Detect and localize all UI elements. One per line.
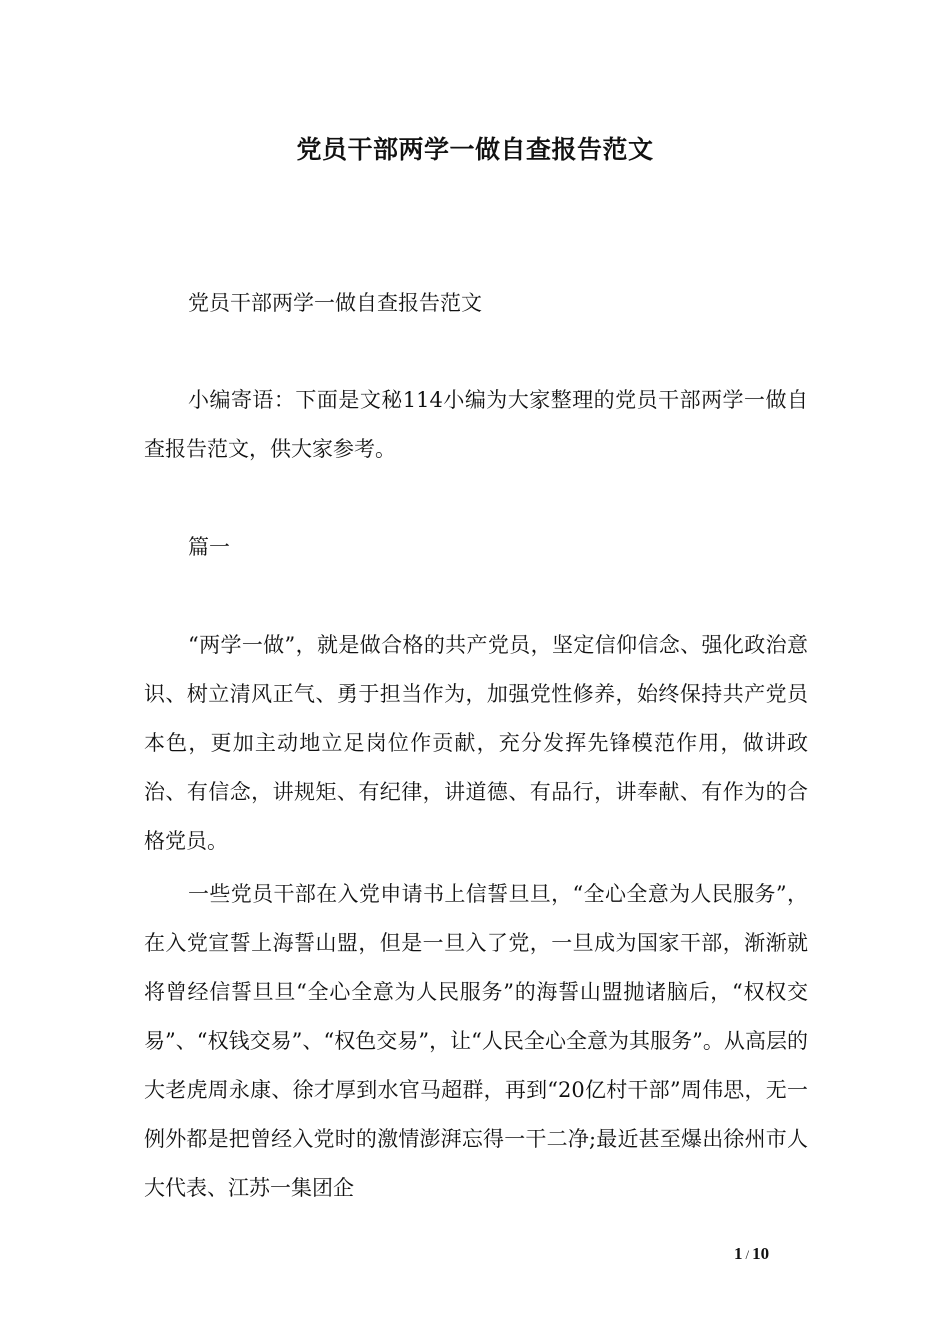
section-label: 篇一 <box>188 535 230 559</box>
document-subtitle: 党员干部两学一做自查报告范文 <box>188 291 482 315</box>
page-number <box>734 1242 769 1267</box>
body-paragraph: “两学一做”，就是做合格的共产党员，坚定信仰信念、强化政治意识、树立清风正气、勇于担当作为，加强党性修养，始终保持共产党员本色，更加主动地立足岗位作贡献，充分发挥先锋模范作用，做讲政治、有信念，讲规矩、有纪律，讲道德、有品行，讲奉献、有作为的合格党员。 <box>144 633 808 853</box>
intro-paragraph: 小编寄语：下面是文秘114小编为大家整理的党员干部两学一做自查报告范文，供大家参考。 <box>144 388 808 461</box>
body-paragraph: 一些党员干部在入党申请书上信誓旦旦，“全心全意为人民服务”，在入党宣誓上海誓山盟，但是一旦入了党，一旦成为国家干部，渐渐就将曾经信誓旦旦“全心全意为人民服务”的海誓山盟抛诸脑后，“权权交易”、“权钱交易”、“权色交易”，让“人民全心全意为其服务”。从高层的大老虎周永康、徐才厚到水官马超群，再到“20亿村干部”周伟思，无一例外都是把曾经入党时的激情澎湃忘得一干二净;最近甚至爆出徐州市人大代表、江苏一集团企 <box>144 882 808 1200</box>
page-separator: / <box>745 1247 750 1262</box>
current-page: 1 <box>734 1244 743 1263</box>
total-pages: 10 <box>752 1244 770 1263</box>
document-title: 党员干部两学一做自查报告范文 <box>296 135 654 164</box>
